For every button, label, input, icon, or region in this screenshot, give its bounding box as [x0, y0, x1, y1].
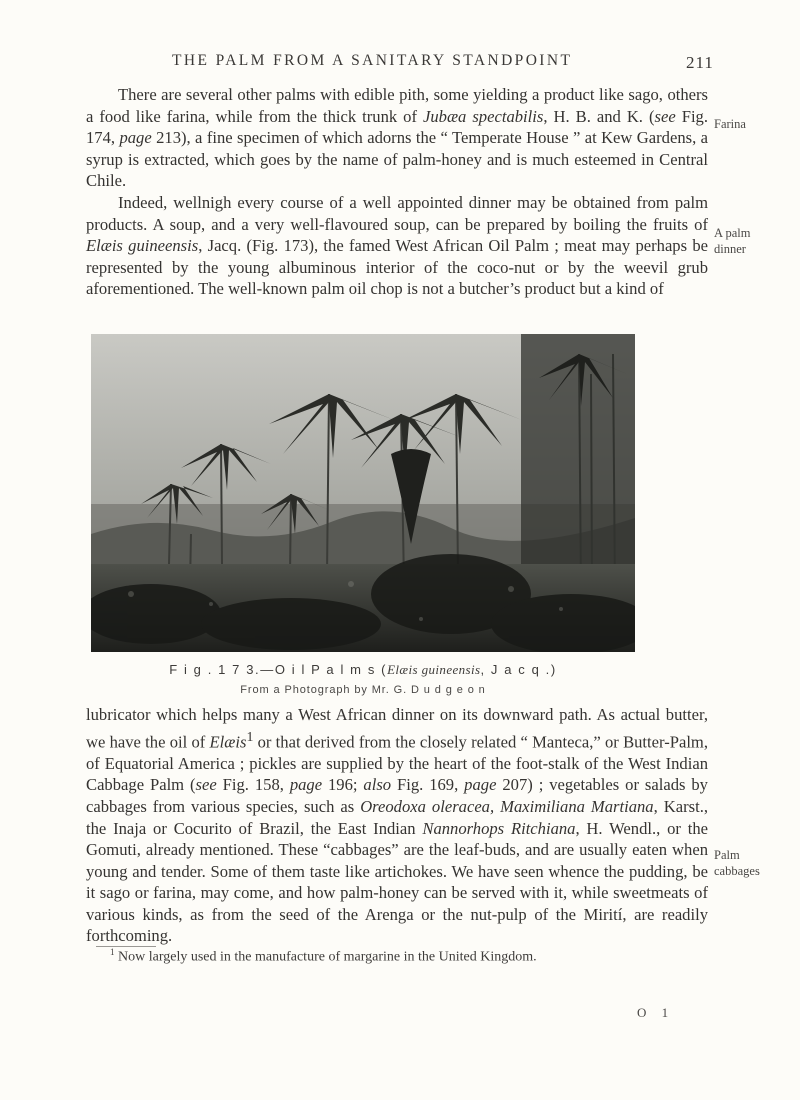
printer-signature-mark: O 1 [637, 1005, 675, 1020]
bottom-text-block [86, 704, 708, 947]
margin-note-palm-dinner-line1: A palm [714, 226, 751, 240]
margin-note-palm-cabbages-line2: cabbages [714, 864, 760, 878]
italic-see: see [654, 106, 676, 126]
caption-text: F i g . 1 7 3.—O i l P a l m s ( [169, 662, 388, 677]
italic-page: page [464, 775, 497, 795]
footnote [110, 947, 710, 966]
text-run: lubricator which helps many a West African dinner on its downward path. As actual butter, we have the oil of [86, 705, 708, 752]
text-run: 213), a fine specimen of which adorns the “ Temperate House ” at Kew Gardens, a syrup is extracted, which goes by the name of palm-honey and is much esteemed in Central Chile. [86, 128, 709, 191]
caption-text: , J a c q .) [480, 662, 557, 677]
figure-credit: From a Photograph by Mr. G. D u d g e o n [240, 684, 486, 696]
text-run: 207) ; vegetables or salads by cabbages from various species, such as [86, 775, 708, 816]
text-run: , Karst., the Inaja or Cocurito of Brazil, the East Indian [86, 796, 708, 838]
text-run: Fig. 169, [391, 775, 465, 795]
caption-species: Elæis guineensis [387, 662, 481, 677]
text-run: , H. B. and K. ( [543, 106, 655, 126]
text-run: Fig. 174, [86, 106, 708, 148]
margin-note-farina: Farina [714, 117, 746, 131]
footnote-marker: 1 [246, 728, 254, 744]
palm-landscape-illustration [91, 334, 635, 652]
italic-species-name: Elæis guineensis [86, 236, 199, 256]
margin-note-palm-cabbages-line1: Palm [714, 848, 740, 862]
italic-page: page [119, 128, 152, 148]
running-head [0, 52, 800, 78]
text-run: , H. Wendl., or the Gomuti, already mentioned. These “cabbages” are the leaf-buds, and are usually eaten when young and tender. Some of them taste like artichokes. We have seen whence the pudding, be it sago or farina, may come, and how palm-honey can be served with it, while sweetmeats of various kinds, as from the seed of the Arenga or the nut-pulp of the Mirití, are readily forthcoming. [86, 818, 708, 946]
italic-page: page [289, 775, 323, 795]
italic-species-name: Elæis [209, 732, 247, 752]
running-title: THE PALM FROM A SANITARY STANDPOINT [172, 52, 573, 69]
oil-palms-photograph [91, 334, 635, 652]
paragraph-palm-dinner [86, 192, 708, 300]
text-run: Fig. 158, [216, 775, 290, 795]
footnote-number: 1 [110, 947, 115, 957]
italic-species-name: Oreodoxa oleracea, Maximiliana Martiana [360, 796, 654, 816]
top-text-block [86, 84, 708, 300]
paragraph-sago-farina [86, 84, 708, 192]
text-run: , Jacq. (Fig. 173), the famed West African Oil Palm ; meat may perhaps be represented by the young albuminous interior of the coco-nut or by the weevil grub aforementioned. The well-known palm oil chop is not a butcher’s product but a kind of [86, 236, 708, 299]
text-run: There are several other palms with edible pith, some yielding a product like sago, others a food like farina, while from the thick trunk of [86, 85, 708, 126]
page-number: 211 [686, 53, 714, 72]
italic-see: see [195, 775, 217, 795]
footnote-text: Now largely used in the manufacture of margarine in the United Kingdom. [114, 949, 537, 965]
paragraph-butter-pickles-cabbages [86, 704, 708, 947]
text-run: 196; [322, 775, 364, 795]
italic-also: also [363, 775, 392, 795]
italic-species-name: Nannorhops Ritchiana [422, 818, 576, 838]
text-run: or that derived from the closely related “ Manteca,” or Butter-Palm, of Equatorial America ; pickles are supplied by the heart of the foot-stalk of the West Indian Cabbage Palm ( [86, 732, 708, 795]
italic-species-name: Jubæa spectabilis [423, 106, 544, 126]
text-run: Indeed, wellnigh every course of a well appointed dinner may be obtained from palm products. A soup, and a very well-flavoured soup, can be prepared by boiling the fruits of [86, 192, 708, 234]
figure-caption [90, 662, 636, 678]
margin-note-palm-dinner-line2: dinner [714, 242, 746, 256]
